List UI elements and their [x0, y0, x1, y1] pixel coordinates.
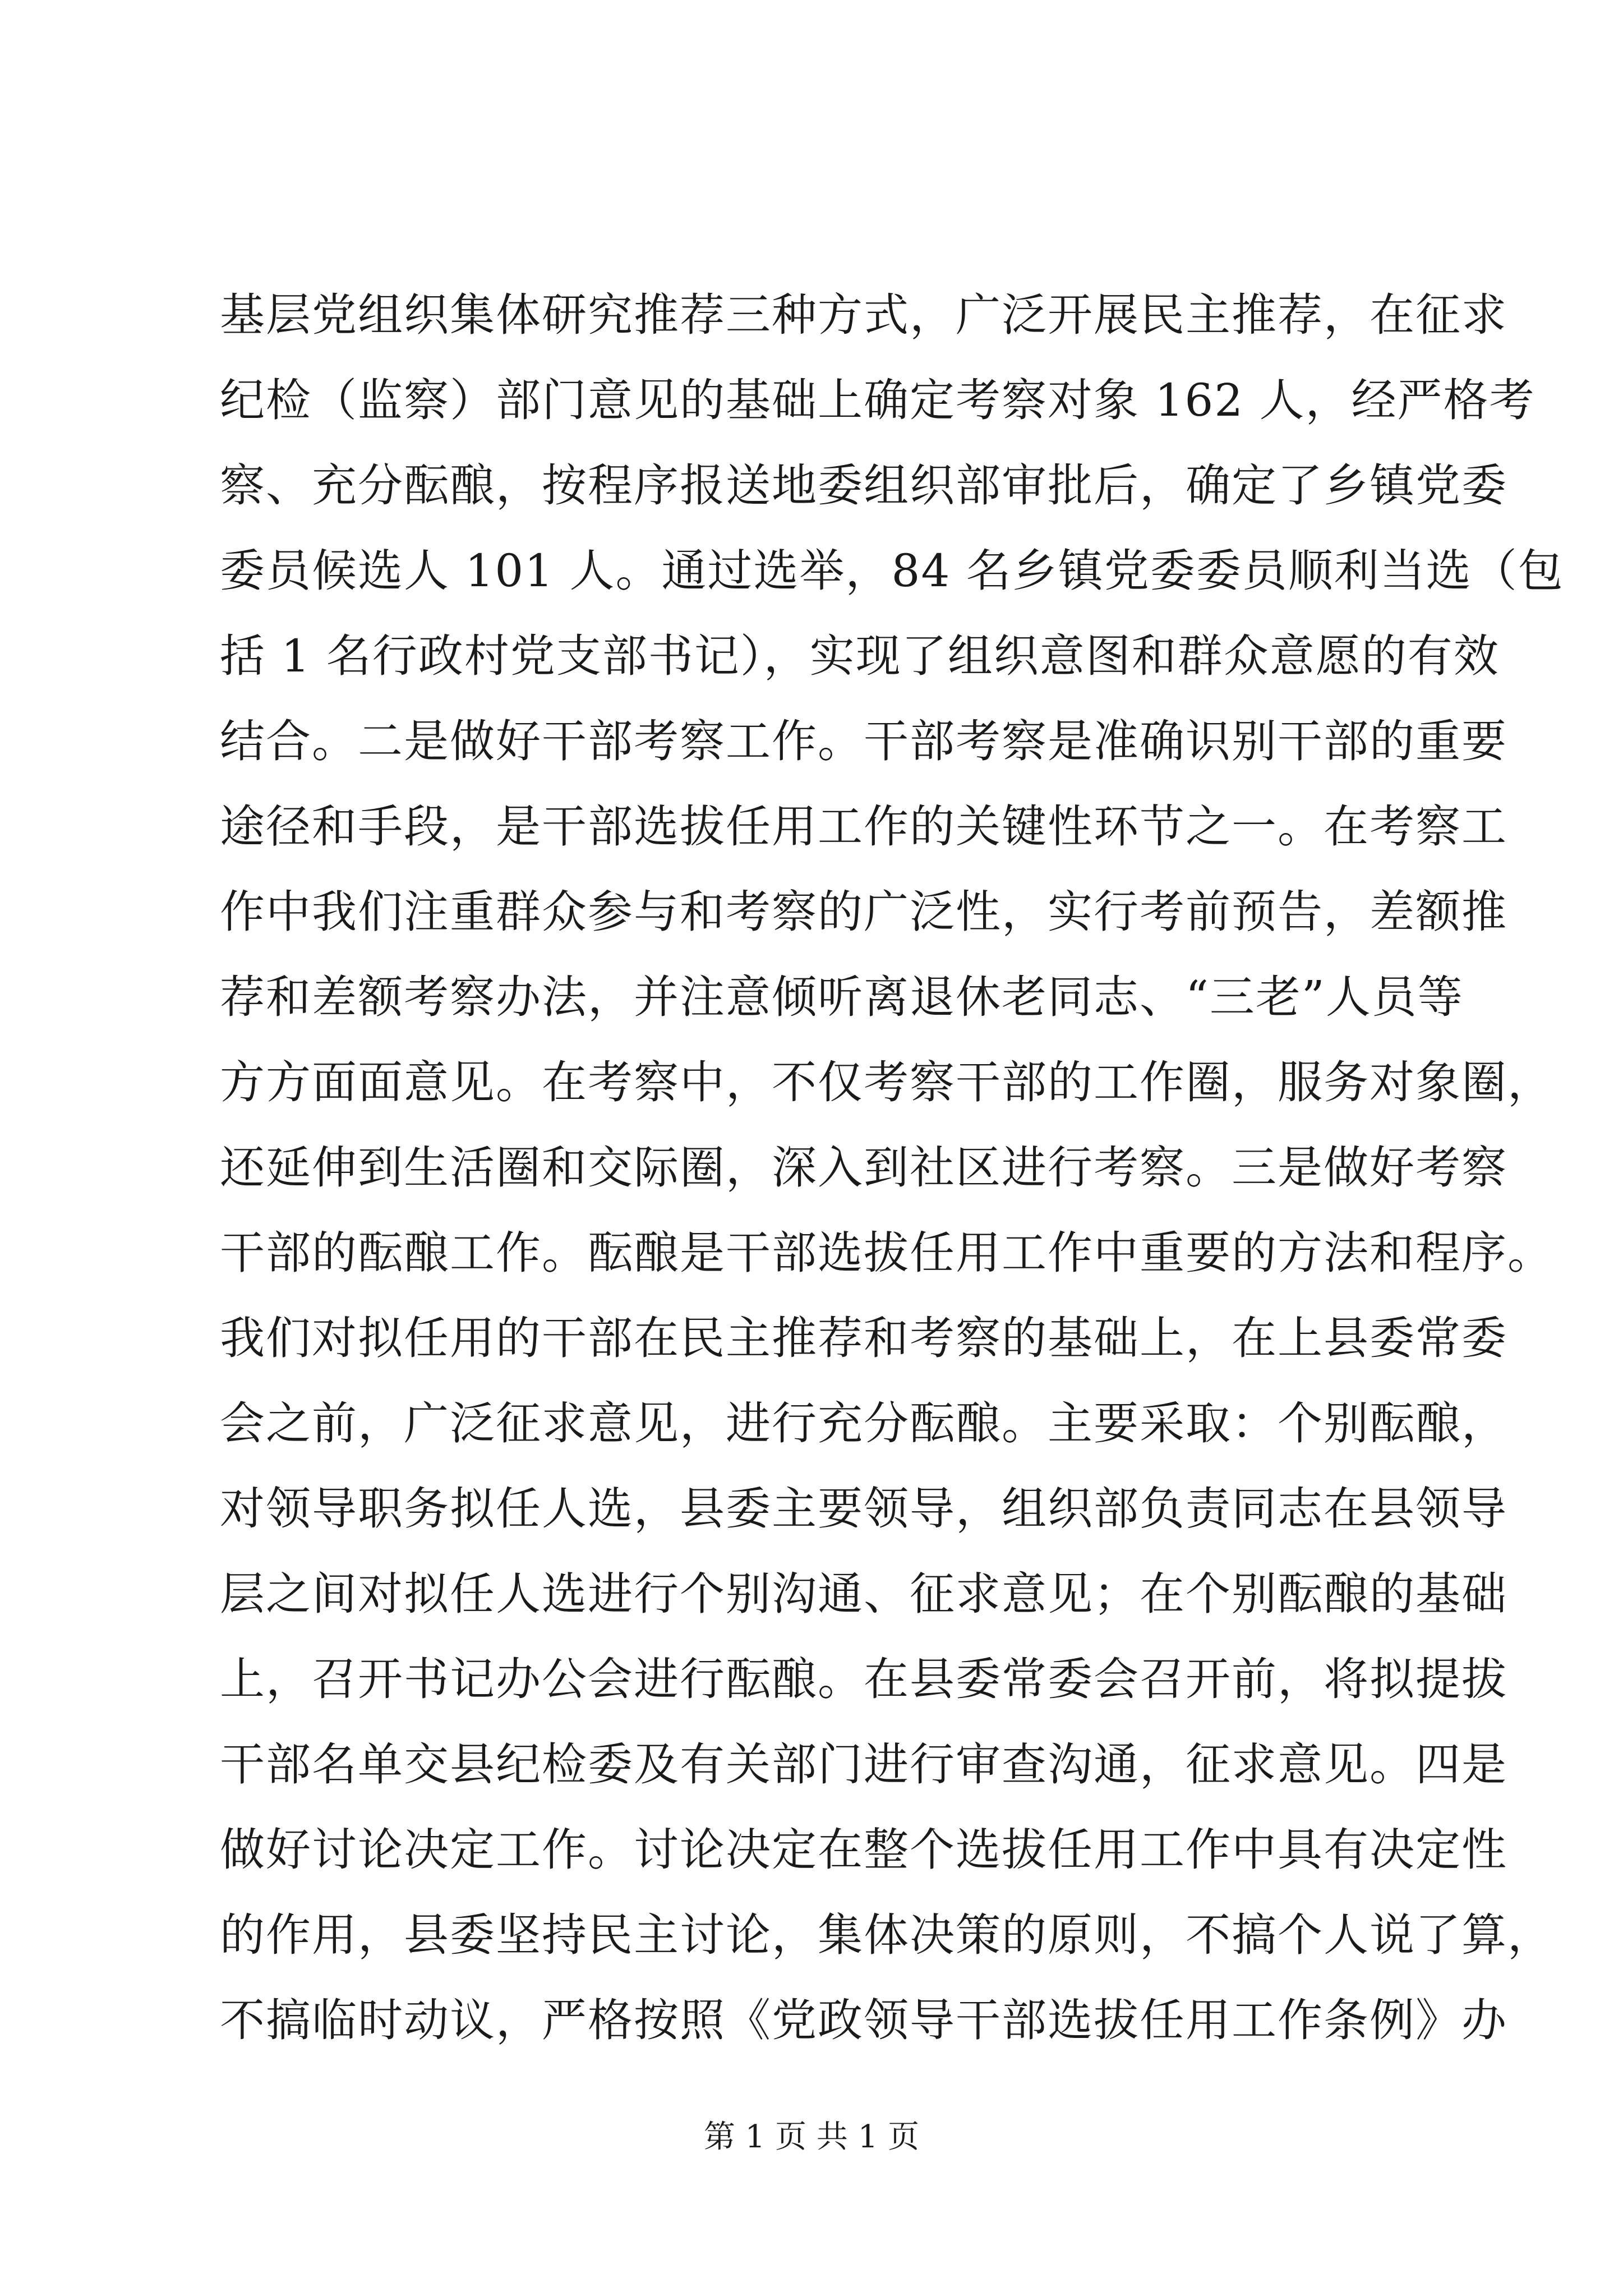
text-line: 我们对拟任用的干部在民主推荐和考察的基础上，在上县委常委: [220, 1312, 1507, 1364]
page-footer: [0, 2115, 1623, 2160]
text-line: 的作用，县委坚持民主讨论，集体决策的原则，不搞个人说了算，: [220, 1909, 1553, 1961]
text-line: 委员候选人 101 人。通过选举，84 名乡镇党委委员顺利当选（包: [220, 545, 1564, 597]
text-line: 途径和手段，是干部选拔任用工作的关键性环节之一。在考察工: [220, 800, 1507, 853]
text-line: 会之前，广泛征求意见，进行充分酝酿。主要采取：个别酝酿，: [220, 1397, 1507, 1450]
text-line: 基层党组织集体研究推荐三种方式，广泛开展民主推荐，在征求: [220, 289, 1507, 341]
text-line: 察、充分酝酿，按程序报送地委组织部审批后，确定了乡镇党委: [220, 459, 1507, 512]
text-line: 上，召开书记办公会进行酝酿。在县委常委会召开前，将拟提拔: [220, 1653, 1507, 1705]
text-line: 结合。二是做好干部考察工作。干部考察是准确识别干部的重要: [220, 715, 1507, 767]
page-number-label: 第 1 页 共 1 页: [703, 2119, 920, 2155]
text-line: 还延伸到生活圈和交际圈，深入到社区进行考察。三是做好考察: [220, 1142, 1507, 1194]
text-line: 干部的酝酿工作。酝酿是干部选拔任用工作中重要的方法和程序。: [220, 1227, 1553, 1279]
text-line: 对领导职务拟任人选，县委主要领导，组织部负责同志在县领导: [220, 1483, 1507, 1535]
text-line: 不搞临时动议，严格按照《党政领导干部选拔任用工作条例》办: [220, 1994, 1507, 2046]
body-text: [220, 273, 1564, 2063]
text-line: 作中我们注重群众参与和考察的广泛性，实行考前预告，差额推: [220, 886, 1507, 938]
text-line: 荐和差额考察办法，并注意倾听离退休老同志、“三老”人员等: [220, 971, 1464, 1023]
text-line: 括 1 名行政村党支部书记），实现了组织意图和群众意愿的有效: [220, 630, 1500, 682]
text-line: 方方面面意见。在考察中，不仅考察干部的工作圈，服务对象圈，: [220, 1056, 1553, 1108]
text-line: 干部名单交县纪检委及有关部门进行审查沟通，征求意见。四是: [220, 1738, 1507, 1791]
text-line: 纪检（监察）部门意见的基础上确定考察对象 162 人，经严格考: [220, 374, 1536, 426]
text-line: 做好讨论决定工作。讨论决定在整个选拔任用工作中具有决定性: [220, 1824, 1507, 1876]
text-line: 层之间对拟任人选进行个别沟通、征求意见；在个别酝酿的基础: [220, 1568, 1507, 1620]
